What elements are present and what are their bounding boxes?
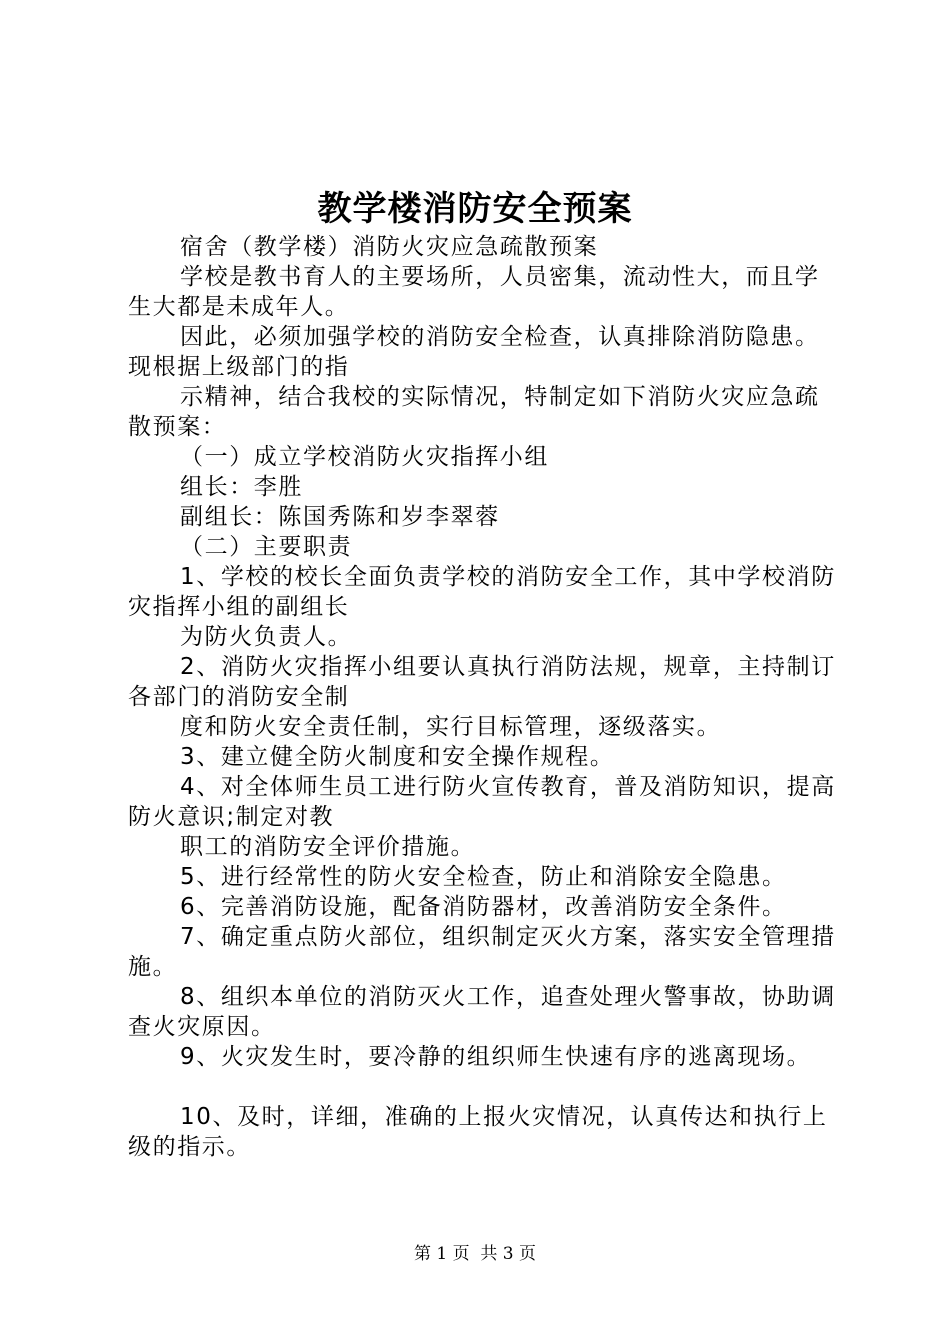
body-paragraph: 6、完善消防设施，配备消防器材，改善消防安全条件。: [180, 894, 787, 920]
body-paragraph: 组长：李胜: [180, 474, 303, 500]
blank-line: [128, 1072, 840, 1102]
body-paragraph: 因此，必须加强学校的消防安全检查，认真排除消防隐患。现根据上级部门的指: [128, 324, 820, 380]
body-paragraph: 学校是教书育人的主要场所，人员密集，流动性大，而且学生大都是未成年人。: [128, 264, 820, 320]
body-paragraph: 2、消防火灾指挥小组要认真执行消防法规，规章，主持制订各部门的消防安全制: [128, 654, 836, 710]
body-paragraph: 10、及时，详细，准确的上报火灾情况，认真传达和执行上级的指示。: [128, 1104, 828, 1160]
body-paragraph: 职工的消防安全评价措施。: [180, 834, 476, 860]
body-paragraph: 度和防火安全责任制，实行目标管理，逐级落实。: [180, 714, 722, 740]
page-footer: [0, 1242, 950, 1266]
body-paragraph: 3、建立健全防火制度和安全操作规程。: [180, 744, 615, 770]
page-number-label: 第 1 页 共 3 页: [413, 1244, 537, 1264]
body-paragraph: 5、进行经常性的防火安全检查，防止和消除安全隐患。: [180, 864, 787, 890]
body-paragraph: （二）主要职责: [180, 534, 353, 560]
body-paragraph: 宿舍（教学楼）消防火灾应急疏散预案: [180, 234, 599, 260]
body-paragraph: 示精神，结合我校的实际情况，特制定如下消防火灾应急疏散预案：: [128, 384, 820, 440]
body-paragraph: 1、学校的校长全面负责学校的消防安全工作，其中学校消防灾指挥小组的副组长: [128, 564, 836, 620]
document-title: 教学楼消防安全预案: [317, 189, 633, 229]
body-paragraph: 9、火灾发生时，要冷静的组织师生快速有序的逃离现场。: [180, 1044, 812, 1070]
body-paragraph: 7、确定重点防火部位，组织制定灭火方案，落实安全管理措施。: [128, 924, 836, 980]
document-body: [128, 232, 840, 1162]
body-paragraph: 为防火负责人。: [180, 624, 353, 650]
body-paragraph: 4、对全体师生员工进行防火宣传教育，普及消防知识，提高防火意识;制定对教: [128, 774, 836, 830]
body-paragraph: 8、组织本单位的消防灭火工作，追查处理火警事故，协助调查火灾原因。: [128, 984, 836, 1040]
body-paragraph: 副组长：陈国秀陈和岁李翠蓉: [180, 504, 500, 530]
body-paragraph: （一）成立学校消防火灾指挥小组: [180, 444, 549, 470]
